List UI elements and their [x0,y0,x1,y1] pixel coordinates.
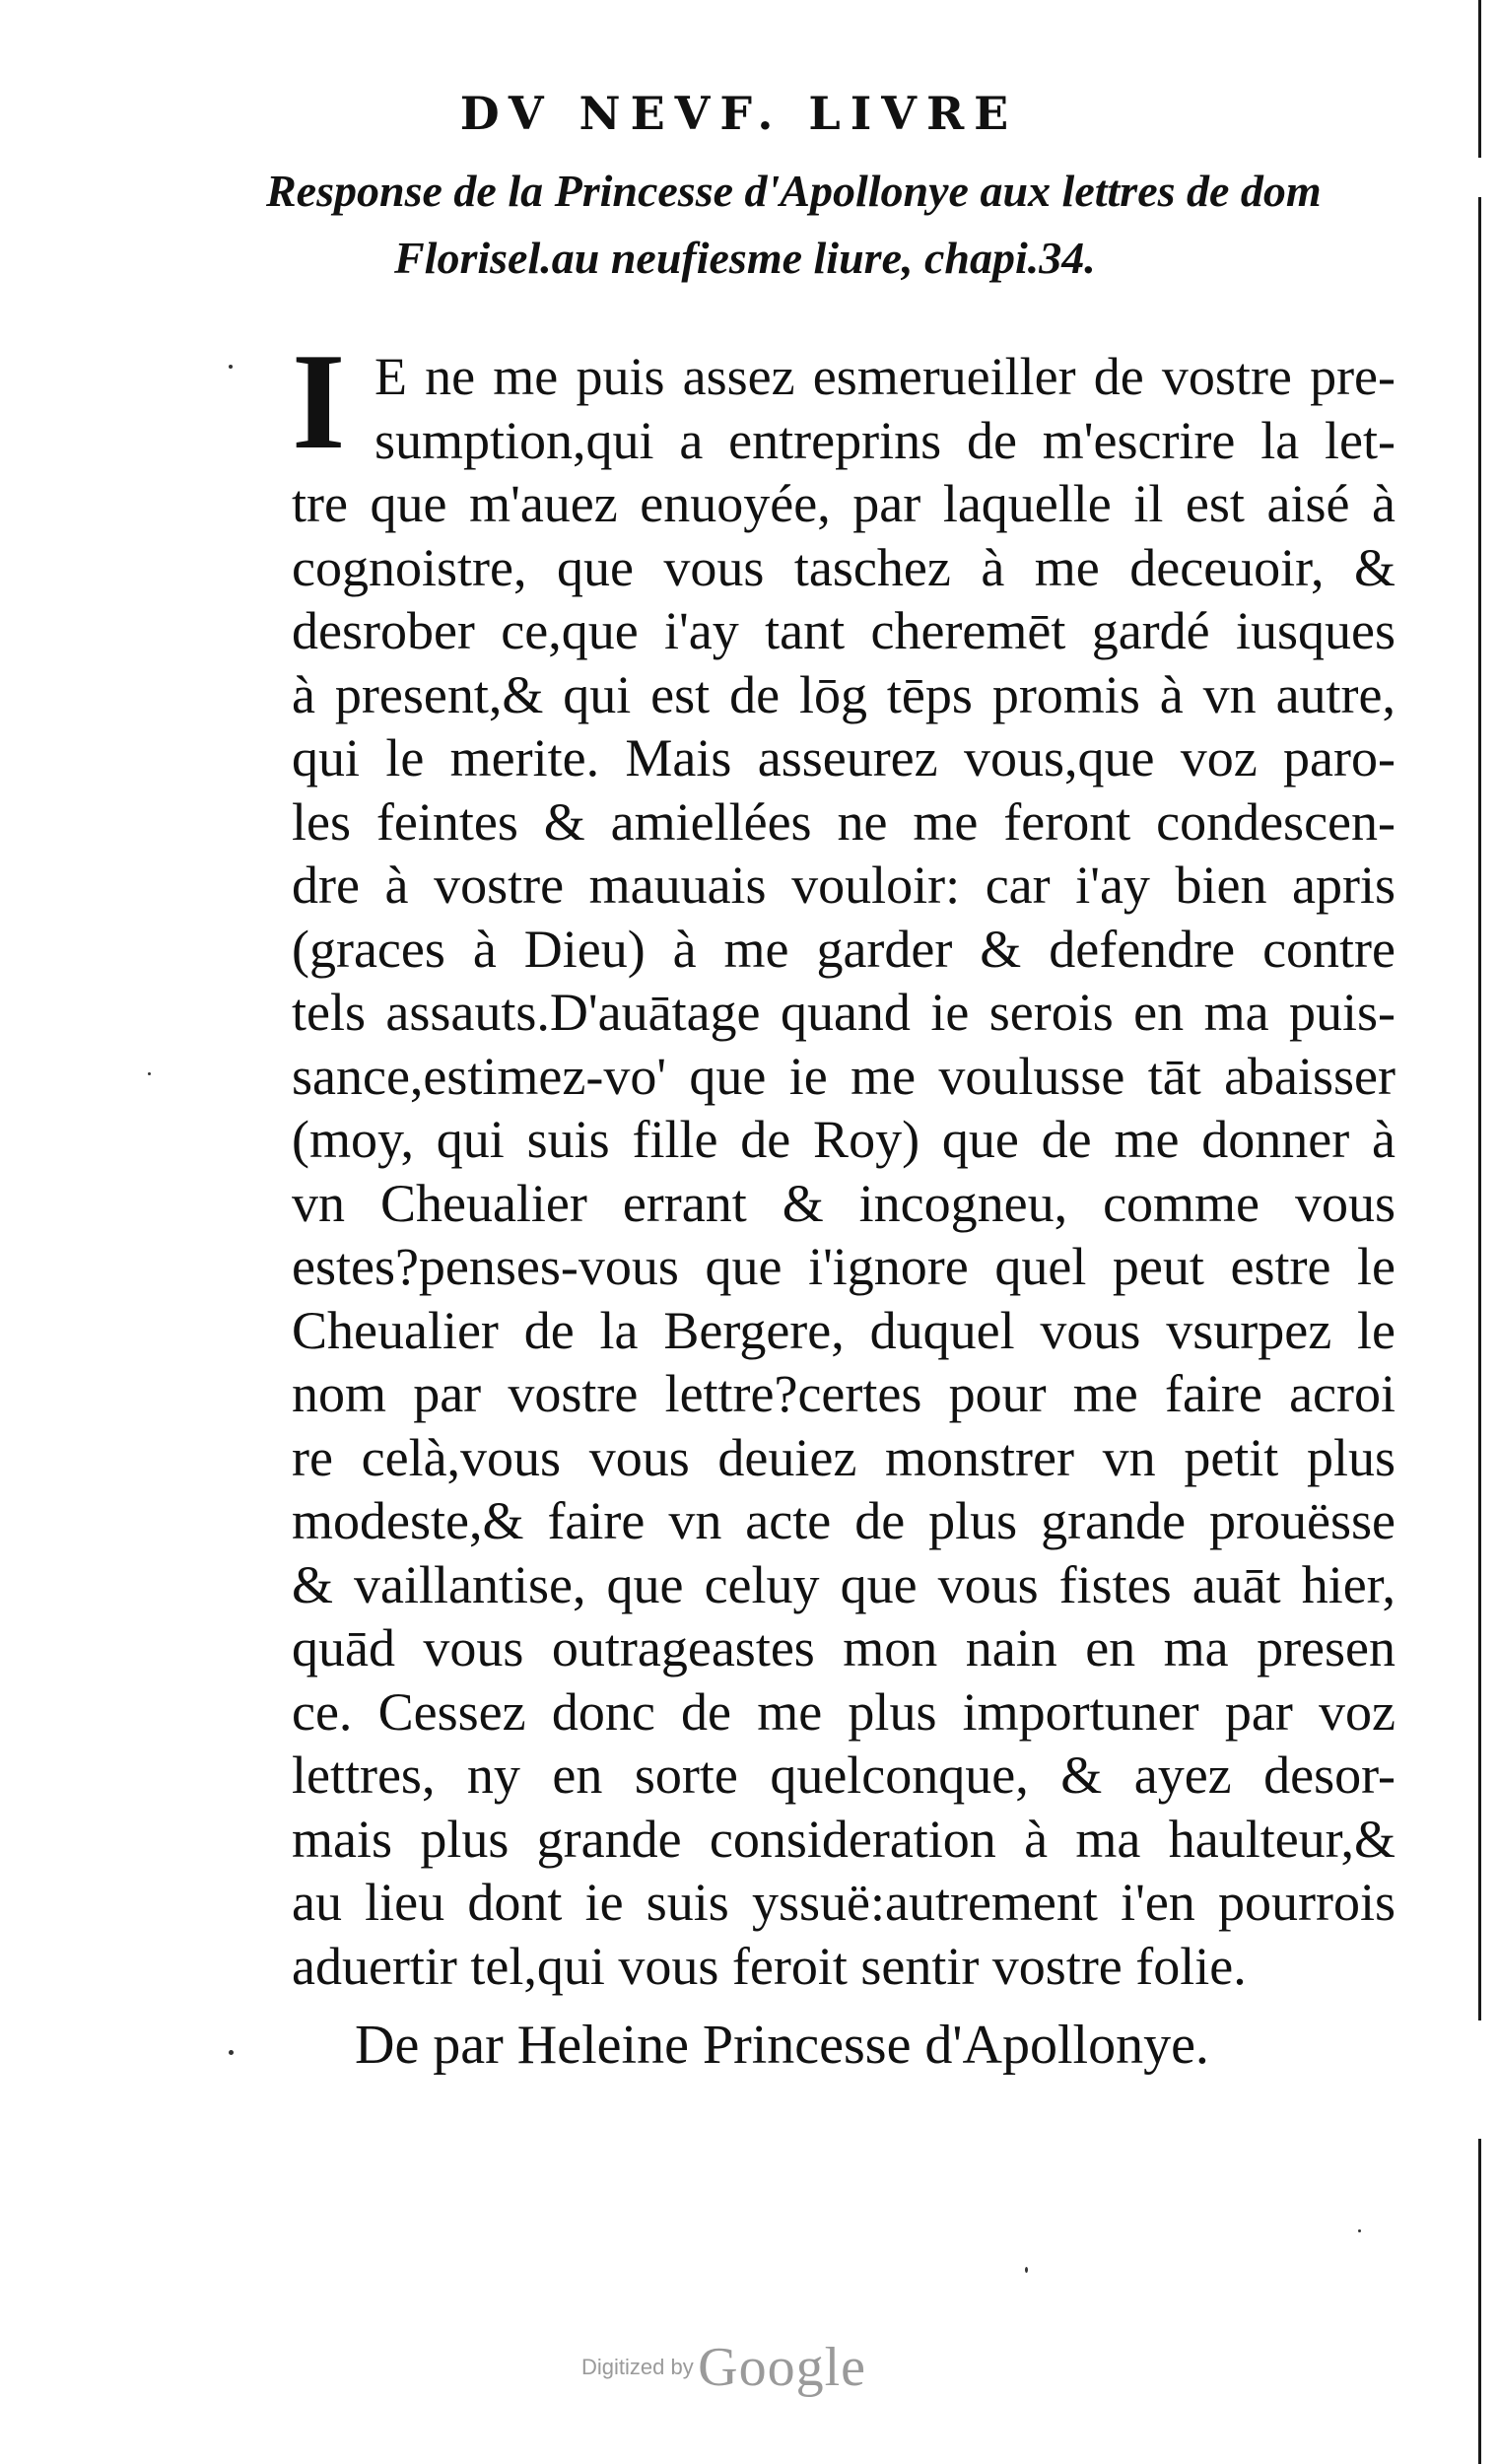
text-line: cognoistre, que vous taschez à me deceuoir, & [292,537,1396,597]
text-line: tels assauts.D'auātage quand ie serois en ma puis- [292,983,1396,1042]
text-line: qui le merite. Mais asseurez vous,que voz paro- [292,728,1396,787]
text-line: estes?penses-vous que i'ignore quel peut estre le [292,1237,1396,1296]
text-line: mais plus grande consideration à ma haulteur,& [292,1809,1396,1869]
watermark-prefix: Digitized by [581,2355,694,2379]
text-line: sumption,qui a entreprins de m'escrire la let- [374,410,1396,470]
digitization-watermark [581,2336,866,2399]
text-line: lettres, ny en sorte quelconque, & ayez desor- [292,1745,1396,1805]
text-line: au lieu dont ie suis yssuë:autrement i'en pourrois [292,1873,1396,1932]
speck [229,2050,234,2055]
text-line: nom par vostre lettre?certes pour me faire acroi [292,1364,1396,1423]
text-line: E ne me puis assez esmerueiller de vostre pre- [374,347,1396,406]
text-line: re celà,vous vous deuiez monstrer vn petit plus [292,1427,1396,1487]
text-line: Cheualier de la Bergere, duquel vous vsurpez le [292,1300,1396,1360]
edge-gap [1474,2020,1484,2139]
text-line: à present,& qui est de lōg tēps promis à vn autre, [292,664,1396,724]
text-line: & vaillantise, que celuy que vous fistes auāt hier, [292,1554,1396,1614]
text-line: (graces à Dieu) à me garder & defendre contre [292,919,1396,979]
speck [229,365,233,369]
text-line: dre à vostre mauuais vouloir: car i'ay bien apris [292,856,1396,915]
text-line: tre que m'auez enuoyée, par laquelle il est aisé à [292,474,1396,533]
signature-line: De par Heleine Princesse d'Apollonye. [355,2015,1209,2076]
drop-cap: I [292,325,346,478]
letter-body [292,345,1396,1998]
text-line: (moy, qui suis fille de Roy) que de me donner à [292,1110,1396,1169]
text-line: desrober ce,que i'ay tant cheremēt gardé iusques [292,601,1396,660]
running-head: DV NEVF. LIVRE [459,87,1019,140]
text-line: aduertir tel,qui vous feroit sentir vostre folie. [292,1936,1247,1996]
speck [1358,2229,1361,2232]
text-line: les feintes & amiellées ne me feront condescen- [292,791,1396,852]
speck [1025,2267,1028,2273]
text-line: ce. Cessez donc de me plus importuner par voz [292,1681,1396,1742]
text-line: vn Cheualier errant & incogneu, comme vous [292,1173,1396,1233]
speck [148,1072,151,1075]
edge-gap [1474,158,1484,197]
text-line: quād vous outrageastes mon nain en ma presen [292,1618,1396,1677]
text-line: modeste,& faire vn acte de plus grande prouësse [292,1491,1396,1550]
chapter-title-line-1: Response de la Princesse d'Apollonye aux lettres de dom [266,166,1322,216]
text-line: sance,estimez-vo' que ie me voulusse tāt abaisser [292,1046,1396,1106]
watermark-brand: Google [698,2337,867,2398]
chapter-title-line-2: Florisel.au neufiesme liure, chapi.34. [394,233,1096,283]
chapter-title [266,158,1390,292]
